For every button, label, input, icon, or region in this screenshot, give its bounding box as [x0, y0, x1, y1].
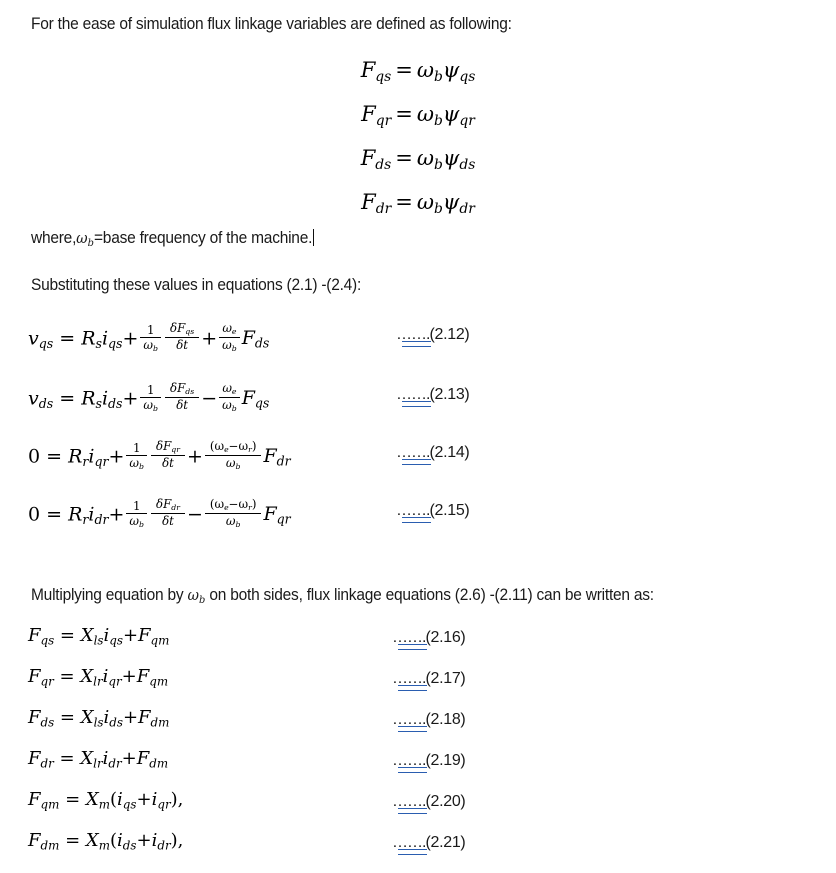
equation-number-2-12 [396, 326, 469, 344]
equation-2-17-body: $F_{qr} = X_{lr}i_{qr}+F_{qm}$ [28, 666, 169, 689]
grammar-underline-icon [398, 808, 427, 814]
equation-2-15-tail: $F_{qr}$ [263, 503, 291, 527]
fraction-dF-over-dt: $\frac{\delta F_{qs}}{\delta t}$ [165, 322, 199, 352]
operator-sign: − [201, 387, 218, 410]
equation-number-label: (2.14) [429, 444, 470, 461]
flux-definition-1 [0, 58, 836, 85]
equation-number-2-16 [392, 629, 465, 647]
equation-2-18-body: $F_{ds} = X_{ls}i_{ds}+F_{dm}$ [28, 707, 170, 730]
leader-dots: ……. [392, 629, 425, 647]
equation-number-2-18 [392, 711, 465, 729]
equation-number-2-21 [392, 834, 465, 852]
leader-dots: ……. [392, 834, 425, 852]
equation-number-label: (2.18) [425, 711, 466, 728]
flux-def-2-lhs: $F_{qr}$ [361, 102, 392, 129]
equation-2-12-tail: $F_{ds}$ [241, 327, 270, 351]
equation-number-2-13 [396, 386, 469, 404]
omega-b-symbol: $\omega_b$ [187, 586, 206, 606]
grammar-underline-icon [398, 849, 427, 855]
equals-sign: = [53, 387, 82, 410]
equation-2-15-body: $0 = R_ri_{dr}+$ $\frac{1}{\omega_b}$ $\frac{\delta F_{dr}}{\delta t}$ − $\frac{(\omega_e-\omega_r)}{\omega_b}$ $F_{qr}$ [28, 497, 291, 530]
intro-paragraph: For the ease of simulation flux linkage variables are defined as following: [31, 15, 512, 33]
flux-def-4-rhs: $\omega_b\psi_{dr}$ [416, 190, 475, 217]
equation-number-2-15 [396, 502, 469, 520]
equals-sign: = [395, 58, 413, 82]
leader-dots: ……. [392, 793, 425, 811]
equation-2-14-body: $0 = R_ri_{qr}+$ $\frac{1}{\omega_b}$ $\frac{\delta F_{qr}}{\delta t}$ + $\frac{(\omega_e-\omega_r)}{\omega_b}$ $F_{dr}$ [28, 439, 291, 472]
grammar-underline-icon [398, 644, 427, 650]
equals-sign: = [53, 748, 81, 769]
equals-sign: = [53, 666, 81, 687]
fraction-slip-over-omega-b: $\frac{(\omega_e-\omega_r)}{\omega_b}$ [205, 440, 262, 472]
equals-sign: = [395, 190, 413, 214]
fraction-one-over-omega-b: $\frac{1}{\omega_b}$ [126, 500, 147, 530]
multiplying-part-2: on both sides, flux linkage equations (2.6) -(2.11) can be written as: [205, 586, 654, 604]
equation-number-2-14 [396, 444, 469, 462]
grammar-underline-icon [402, 517, 431, 523]
operator-plus: + [136, 830, 152, 851]
fraction-dF-over-dt: $\frac{\delta F_{dr}}{\delta t}$ [151, 498, 185, 528]
operator-sign: − [186, 503, 203, 526]
equation-number-label: (2.21) [425, 834, 466, 851]
fraction-one-over-omega-b: $\frac{1}{\omega_b}$ [140, 384, 161, 414]
equation-number-2-20 [392, 793, 465, 811]
equals-sign: = [59, 830, 86, 851]
fraction-dF-over-dt: $\frac{\delta F_{qr}}{\delta t}$ [151, 440, 185, 470]
equation-2-12-body: $v_{qs} = R_si_{qs}+$ $\frac{1}{\omega_b}$ $\frac{\delta F_{qs}}{\delta t}$ + $\frac{\omega_e}{\omega_b}$ $F_{ds}$ [28, 321, 270, 354]
equation-number-label: (2.12) [429, 326, 470, 343]
flux-def-1-lhs: $F_{qs}$ [360, 58, 392, 85]
close-paren: ) [170, 789, 178, 810]
equation-2-20-body: $F_{qm} = X_m(i_{qs}+i_{qr})$, [28, 789, 184, 812]
equation-number-2-17 [392, 670, 465, 688]
fraction-omega-e-over-omega-b: $\frac{\omega_e}{\omega_b}$ [219, 382, 240, 414]
omega-b-symbol: $\omega_b$ [76, 229, 94, 249]
equation-number-label: (2.19) [425, 752, 466, 769]
equals-sign: = [40, 503, 69, 526]
leader-dots: ……. [392, 752, 425, 770]
grammar-underline-icon [398, 767, 427, 773]
equals-sign: = [40, 445, 69, 468]
close-paren: ) [170, 830, 178, 851]
equation-2-13-tail: $F_{qs}$ [241, 387, 270, 411]
equals-sign: = [54, 625, 81, 646]
fraction-dF-over-dt: $\frac{\delta F_{ds}}{\delta t}$ [165, 382, 199, 412]
grammar-underline-icon [402, 459, 431, 465]
equals-sign: = [59, 789, 86, 810]
flux-definition-3 [0, 146, 836, 173]
flux-definition-4 [0, 190, 836, 217]
operator-plus: + [108, 445, 125, 468]
grammar-underline-icon [398, 726, 427, 732]
equals-sign: = [54, 707, 81, 728]
flux-def-4-lhs: $F_{dr}$ [361, 190, 392, 217]
operator-plus: + [108, 503, 125, 526]
fraction-omega-e-over-omega-b: $\frac{\omega_e}{\omega_b}$ [219, 322, 240, 354]
flux-def-3-rhs: $\omega_b\psi_{ds}$ [416, 146, 476, 173]
text-caret [313, 229, 314, 246]
where-suffix: =base frequency of the machine. [93, 229, 313, 247]
multiplying-paragraph [31, 585, 654, 607]
operator-plus: + [121, 666, 137, 687]
operator-plus: + [121, 748, 137, 769]
equation-number-label: (2.16) [425, 629, 466, 646]
fraction-slip-over-omega-b: $\frac{(\omega_e-\omega_r)}{\omega_b}$ [205, 498, 262, 530]
grammar-underline-icon [402, 401, 431, 407]
leader-dots: ……. [396, 444, 429, 462]
operator-plus: + [122, 327, 139, 350]
equation-2-21-body: $F_{dm} = X_m(i_{ds}+i_{dr})$, [28, 830, 184, 853]
flux-definition-2 [0, 102, 836, 129]
equation-number-label: (2.20) [425, 793, 466, 810]
equals-sign: = [53, 327, 82, 350]
grammar-underline-icon [402, 341, 431, 347]
grammar-underline-icon [398, 685, 427, 691]
equals-sign: = [395, 146, 413, 170]
equation-2-19-body: $F_{dr} = X_{lr}i_{dr}+F_{dm}$ [28, 748, 169, 771]
operator-plus: + [136, 789, 152, 810]
equals-sign: = [395, 102, 413, 126]
leader-dots: ……. [392, 711, 425, 729]
leader-dots: ……. [396, 326, 429, 344]
leader-dots: ……. [396, 502, 429, 520]
flux-def-2-rhs: $\omega_b\psi_{qr}$ [416, 102, 475, 129]
operator-plus: + [122, 707, 139, 728]
flux-def-3-lhs: $F_{ds}$ [360, 146, 392, 173]
flux-def-1-rhs: $\omega_b\psi_{qs}$ [416, 58, 476, 85]
fraction-one-over-omega-b: $\frac{1}{\omega_b}$ [126, 442, 147, 472]
operator-plus: + [122, 625, 139, 646]
leader-dots: ……. [396, 386, 429, 404]
equation-number-2-19 [392, 752, 465, 770]
equation-number-label: (2.17) [425, 670, 466, 687]
substituting-paragraph: Substituting these values in equations (2.1) -(2.4): [31, 276, 362, 294]
operator-sign: + [186, 445, 203, 468]
leader-dots: ……. [392, 670, 425, 688]
where-paragraph [31, 228, 314, 250]
operator-plus: + [122, 387, 139, 410]
fraction-one-over-omega-b: $\frac{1}{\omega_b}$ [140, 324, 161, 354]
operator-sign: + [201, 327, 218, 350]
equation-number-label: (2.13) [429, 386, 470, 403]
where-prefix: where, [31, 229, 77, 247]
open-paren: ( [110, 789, 118, 810]
equation-number-label: (2.15) [429, 502, 470, 519]
multiplying-part-1: Multiplying equation by [31, 586, 188, 604]
open-paren: ( [110, 830, 118, 851]
equation-2-14-tail: $F_{dr}$ [263, 445, 291, 469]
equation-2-16-body: $F_{qs} = X_{ls}i_{qs}+F_{qm}$ [28, 625, 170, 648]
equation-2-13-body: $v_{ds} = R_si_{ds}+$ $\frac{1}{\omega_b}$ $\frac{\delta F_{ds}}{\delta t}$ − $\frac{\omega_e}{\omega_b}$ $F_{qs}$ [28, 381, 270, 414]
